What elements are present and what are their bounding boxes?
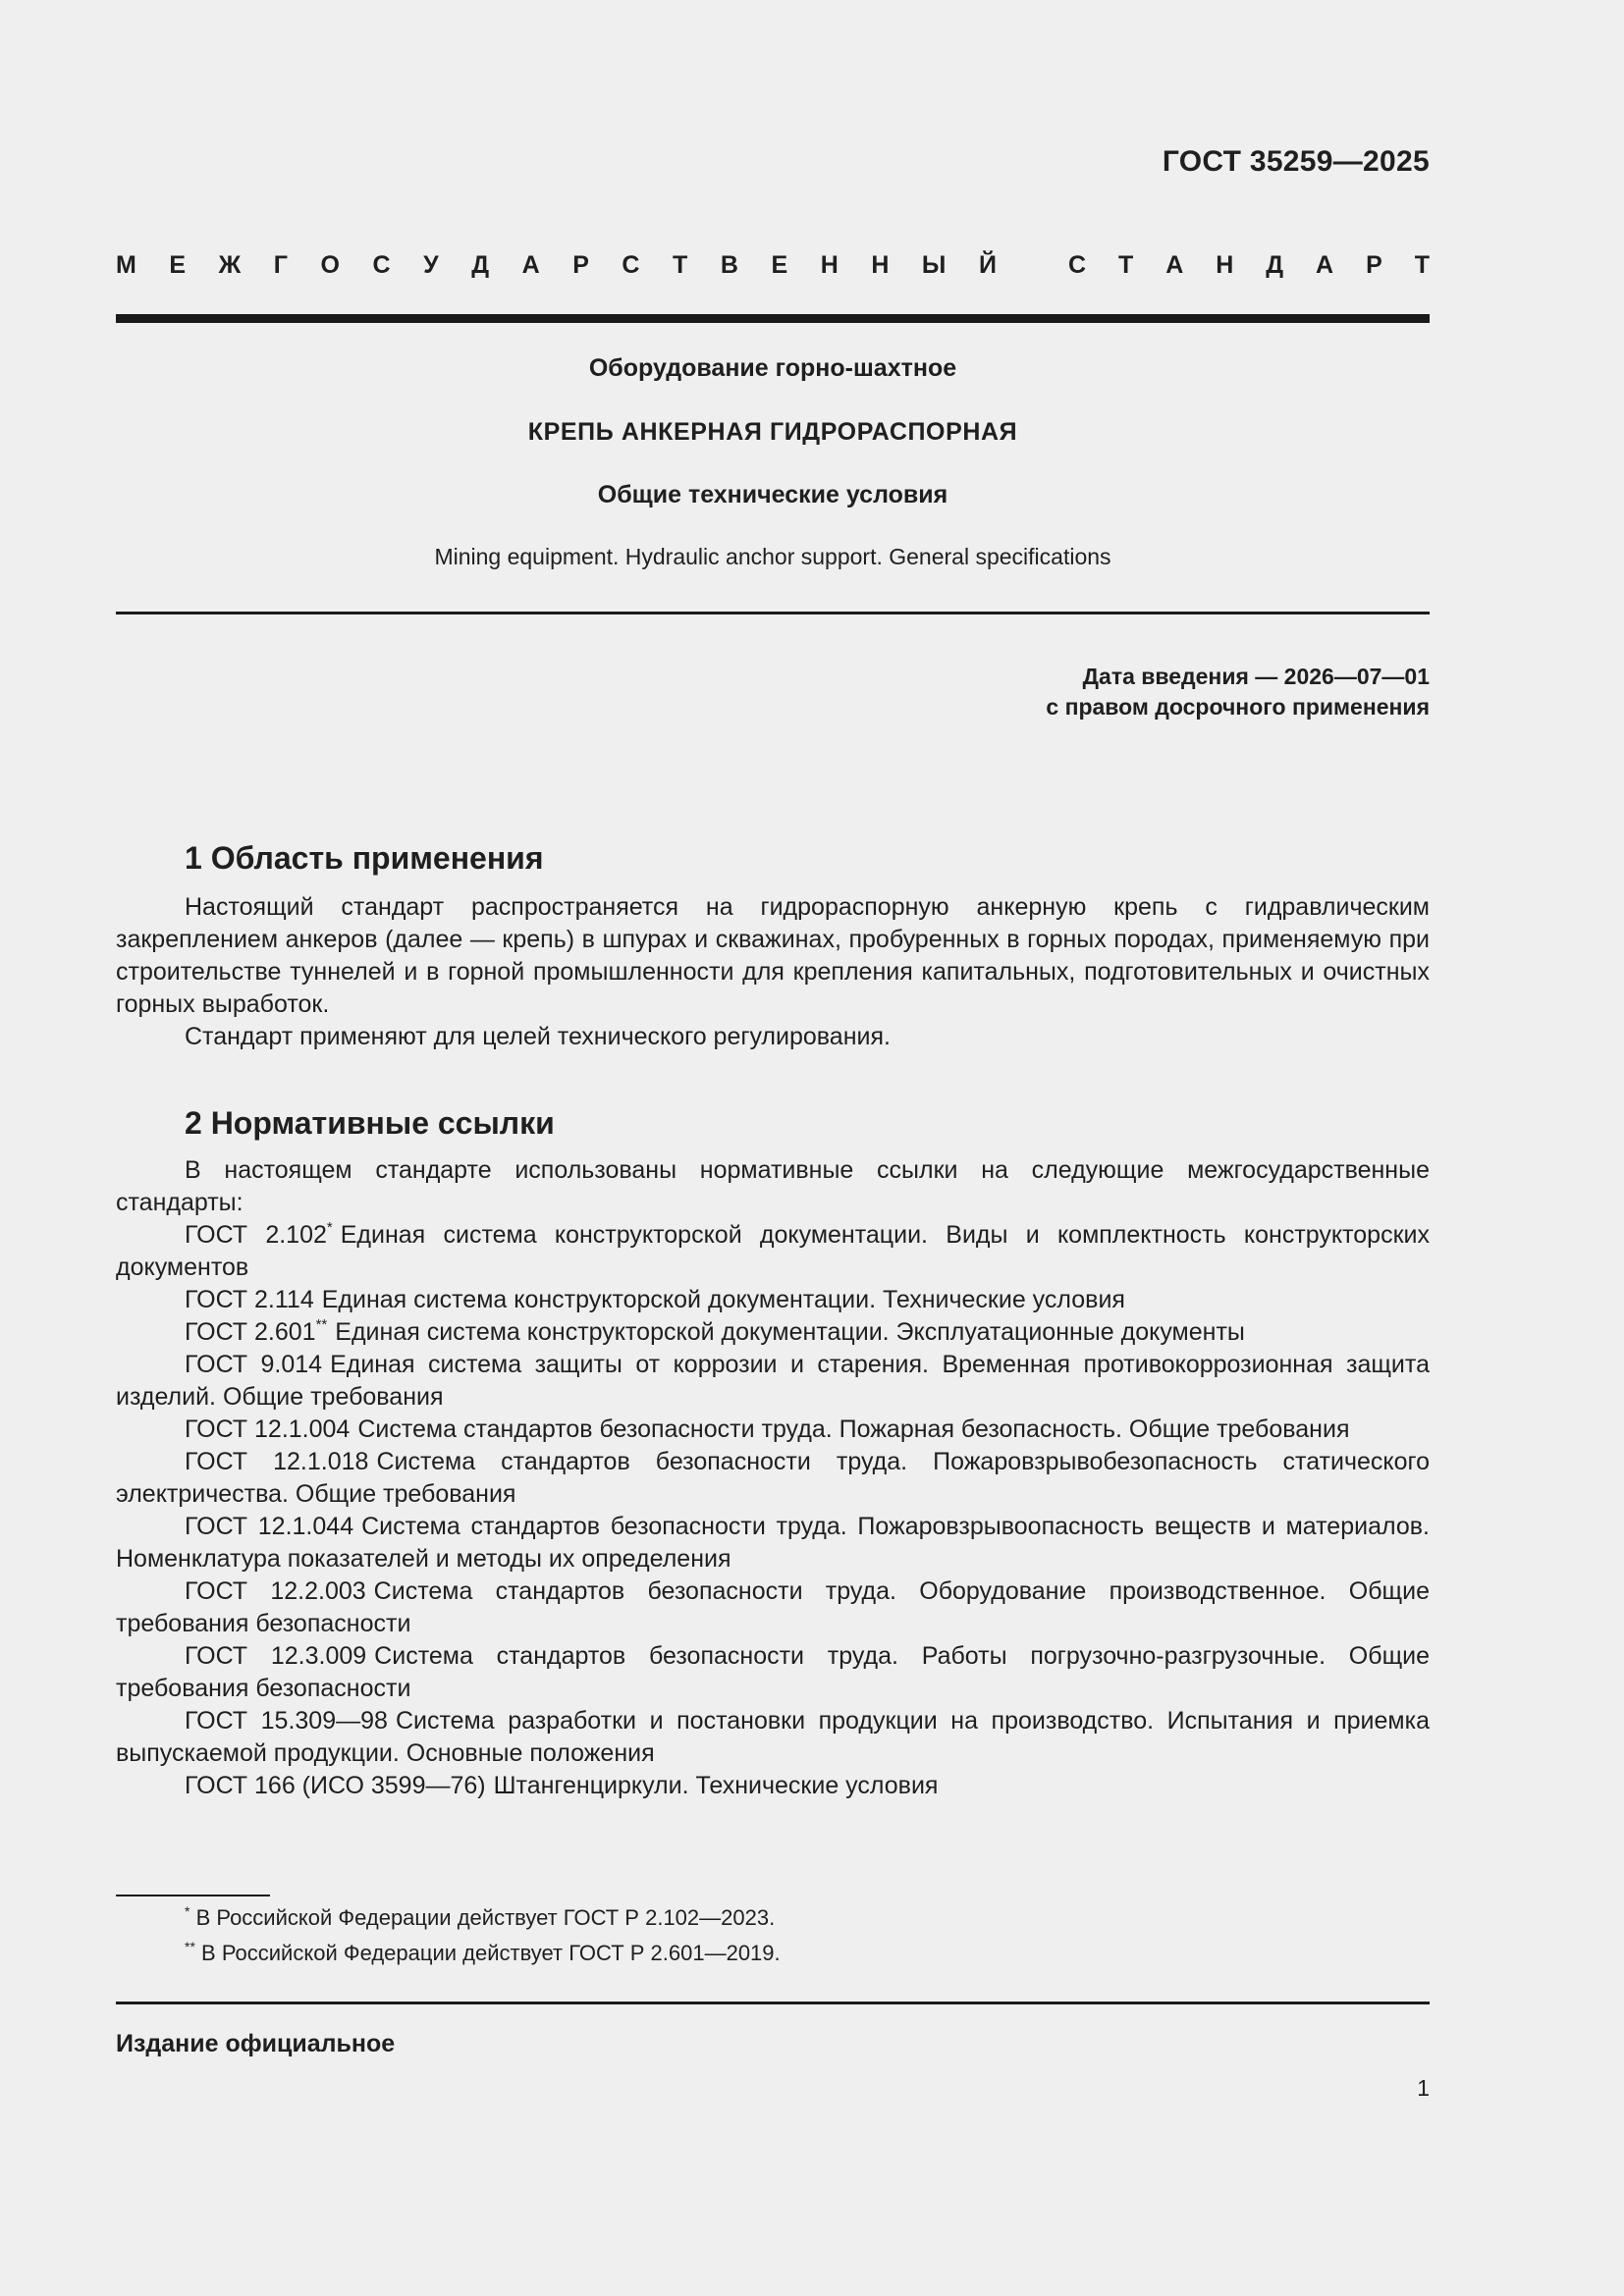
early-application-line: с правом досрочного применения (1046, 694, 1430, 720)
reference-title: Система стандартов безопасности труда. Пожаровзрывобезопасность статического электричества. Общие требования (116, 1448, 1430, 1508)
heading-letter: А (1316, 251, 1334, 279)
reference-title: Единая система защиты от коррозии и старения. Временная противокоррозионная защита изделий. Общие требования (116, 1351, 1430, 1411)
heading-letter: Р (1366, 251, 1382, 279)
heading-letter: А (521, 251, 540, 279)
interstate-standard-heading (116, 251, 1430, 280)
heading-letter: Н (820, 251, 839, 279)
reference-item (116, 1219, 1430, 1284)
introduction-date (1046, 662, 1430, 722)
reference-code: ГОСТ 12.2.003 (185, 1577, 366, 1605)
document-title: КРЕПЬ АНКЕРНАЯ ГИДРОРАСПОРНАЯ (527, 418, 1018, 446)
heading-letter: Д (1266, 251, 1284, 279)
reference-item (116, 1414, 1430, 1446)
reference-title: Система стандартов безопасности труда. Пожаровзрывоопасность веществ и материалов. Номенклатура показателей и методы их определения (116, 1513, 1430, 1573)
heading-letter: В (720, 251, 738, 279)
reference-item (116, 1284, 1430, 1316)
heading-letter: Д (471, 251, 490, 279)
reference-title: Единая система конструкторской документации. Технические условия (321, 1286, 1125, 1313)
section-1-paragraph: Настоящий стандарт распространяется на гидрораспорную анкерную крепь с гидравлическим закреплением анкеров (далее — крепь) в шпурах и скважинах, пробуренных в горных породах, применяемую при строительстве туннелей и в горной промышленности для крепления капитальных, подготовительных и очистных горных выработок. (116, 893, 1430, 1018)
heading-letter: С (622, 251, 640, 279)
footer-divider (116, 2002, 1430, 2004)
reference-title: Единая система конструкторской документации. Виды и комплектность конструкторских документов (116, 1221, 1430, 1281)
section-1 (116, 836, 1430, 1053)
section-2 (116, 1101, 1430, 1802)
reference-title: Единая система конструкторской документации. Эксплуатационные документы (335, 1318, 1245, 1346)
heading-letter: Г (273, 251, 288, 279)
reference-code: ГОСТ 166 (ИСО 3599—76) (185, 1772, 486, 1799)
heading-letter: Ж (218, 251, 242, 279)
section-1-paragraph: Стандарт применяют для целей технического регулирования. (185, 1023, 891, 1050)
heading-letter: У (423, 251, 439, 279)
reference-title: Система разработки и постановки продукции на производство. Испытания и приемка выпускаемой продукции. Основные положения (116, 1707, 1431, 1767)
reference-item (116, 1770, 1430, 1802)
footnote-mark: ** (315, 1316, 328, 1333)
reference-code: ГОСТ 2.601 (185, 1318, 316, 1346)
reference-item (116, 1446, 1430, 1511)
reference-code: ГОСТ 12.3.009 (185, 1642, 367, 1670)
reference-code: ГОСТ 12.1.018 (185, 1448, 369, 1475)
heading-letter: М (116, 251, 136, 279)
introduction-date-line: Дата введения — 2026—07—01 (1082, 664, 1430, 689)
footnote-mark: ** (185, 1939, 195, 1954)
heading-letter: Т (673, 251, 688, 279)
heading-letter: А (1165, 251, 1184, 279)
gost-number: ГОСТ 35259—2025 (1162, 145, 1430, 178)
reference-item (116, 1640, 1430, 1705)
reference-code: ГОСТ 12.1.044 (185, 1513, 354, 1540)
reference-code: ГОСТ 9.014 (185, 1351, 323, 1378)
footnote-text: В Российской Федерации действует ГОСТ Р 2.601—2019. (201, 1941, 781, 1965)
reference-item (116, 1575, 1430, 1640)
heading-letter: Р (572, 251, 589, 279)
document-page (116, 0, 1430, 2296)
footnote (185, 1900, 781, 1936)
heading-letter: С (372, 251, 391, 279)
reference-item (116, 1511, 1430, 1575)
reference-code: ГОСТ 2.114 (185, 1286, 314, 1313)
page-number: 1 (1417, 2075, 1430, 2101)
heading-letter: Е (169, 251, 187, 279)
heading-letter: О (320, 251, 340, 279)
document-subtitle: Общие технические условия (597, 481, 948, 508)
official-edition-label: Издание официальное (116, 2030, 396, 2057)
heading-letter: С (1068, 251, 1087, 279)
title-divider (116, 612, 1430, 614)
heading-word-interstate (116, 251, 997, 280)
reference-title: Штангенциркули. Технические условия (493, 1772, 939, 1799)
footnote-mark: * (185, 1903, 190, 1919)
reference-title: Система стандартов безопасности труда. Оборудование производственное. Общие требования безопасности (116, 1577, 1430, 1637)
heading-letter: Н (871, 251, 890, 279)
footnotes (185, 1900, 781, 1971)
footnote-text: В Российской Федерации действует ГОСТ Р 2.102—2023. (195, 1905, 776, 1930)
reference-title: Система стандартов безопасности труда. Пожарная безопасность. Общие требования (357, 1415, 1350, 1443)
heading-letter: Е (771, 251, 788, 279)
footnote (185, 1936, 781, 1971)
thick-divider (116, 314, 1430, 323)
reference-title: Система стандартов безопасности труда. Работы погрузочно-разгрузочные. Общие требования безопасности (116, 1642, 1431, 1702)
reference-item (116, 1705, 1430, 1770)
reference-code: ГОСТ 2.102 (185, 1221, 327, 1249)
english-title: Mining equipment. Hydraulic anchor support. General specifications (434, 544, 1111, 569)
footnote-mark: * (326, 1219, 333, 1236)
footnote-divider (116, 1895, 270, 1896)
heading-letter: Т (1118, 251, 1134, 279)
reference-code: ГОСТ 12.1.004 (185, 1415, 351, 1443)
heading-letter: Й (978, 251, 997, 279)
section-1-title: 1 Область применения (185, 840, 544, 876)
reference-item (116, 1316, 1430, 1349)
heading-letter: Т (1414, 251, 1430, 279)
section-2-intro: В настоящем стандарте использованы нормативные ссылки на следующие межгосударственные стандарты: (116, 1156, 1430, 1216)
heading-word-standard (1068, 251, 1430, 280)
heading-letter: Н (1216, 251, 1234, 279)
reference-code: ГОСТ 15.309—98 (185, 1707, 388, 1735)
heading-letter: Ы (921, 251, 947, 279)
reference-item (116, 1349, 1430, 1414)
section-2-title: 2 Нормативные ссылки (185, 1105, 555, 1141)
equipment-line: Оборудование горно-шахтное (588, 354, 957, 382)
